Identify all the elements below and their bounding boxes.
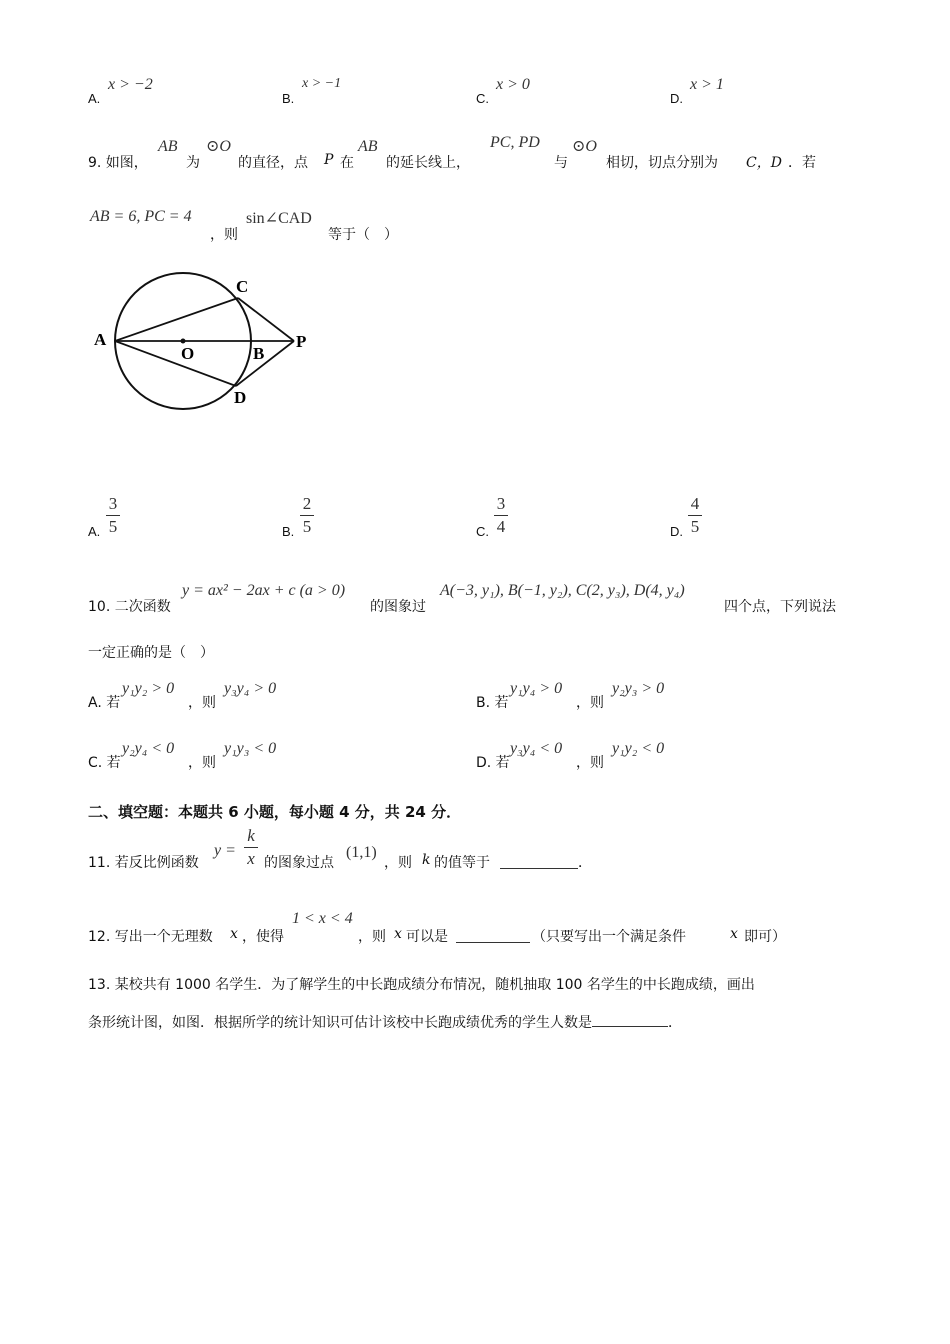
denominator: 5 (108, 517, 118, 536)
q9-option-c (476, 494, 576, 544)
option-expression: x > 0 (496, 76, 530, 93)
q10-option-b (476, 680, 836, 716)
option-expression: x > 1 (690, 76, 724, 93)
label-a: A (94, 330, 107, 349)
math-point: (1,1) (346, 844, 377, 861)
text: 四个点，下列说法 (724, 599, 836, 615)
option-label: D. (670, 91, 683, 106)
label-o: O (181, 344, 195, 363)
math-k: k (422, 852, 431, 868)
text: （只要写出一个满足条件 (532, 929, 686, 945)
math-p: P (324, 152, 334, 168)
option-label: A. (88, 524, 101, 539)
q13-line1: 13. 某校共有 1000 名学生．为了解学生的中长跑成绩分布情况，随机抽取 100 名学生的中长跑成绩，画出 (88, 977, 755, 993)
math-result: y₂y₃ > 0 (612, 680, 665, 697)
math-x: x (230, 926, 238, 942)
label-p: P (296, 332, 307, 351)
fraction (688, 494, 702, 537)
q9-stem-line2 (88, 208, 588, 244)
math-given: AB = 6, PC = 4 (90, 208, 192, 225)
fraction (300, 494, 314, 537)
option-expression: x > −2 (108, 76, 153, 93)
text: ，则 (188, 695, 216, 711)
denominator: x (247, 849, 255, 868)
answer-blank[interactable] (456, 928, 530, 943)
text: 在 (340, 155, 354, 171)
q9-option-d (670, 494, 770, 544)
option-label: D. (670, 524, 683, 539)
numerator: 3 (108, 494, 118, 513)
text: ，则 (576, 755, 604, 771)
q10-option-c (88, 740, 448, 776)
center-point (181, 339, 186, 344)
math-condition: y₃y₄ < 0 (510, 740, 563, 757)
text: ． (668, 1015, 682, 1031)
math-pc-pd: PC, PD (490, 134, 540, 151)
numerator: k (247, 826, 255, 845)
math-result: y₁y₃ < 0 (224, 740, 277, 757)
math-ab: AB (358, 138, 378, 155)
fraction (494, 494, 508, 537)
text: 为 (186, 155, 200, 171)
option-label: A. (88, 91, 101, 106)
math-result: y₁y₂ < 0 (612, 740, 665, 757)
text: 可以是 (406, 929, 448, 945)
option-label: B. (282, 524, 295, 539)
option-label: C. (476, 91, 489, 106)
answer-blank[interactable] (592, 1012, 668, 1027)
question-text: 11. 若反比例函数 (88, 855, 199, 871)
math-condition: y₂y₄ < 0 (122, 740, 175, 757)
denominator: 5 (690, 517, 700, 536)
denominator: 4 (496, 517, 506, 536)
option-label: A. 若 (88, 695, 121, 711)
math-circle-o: ⊙O (572, 138, 597, 155)
label-b: B (253, 344, 265, 363)
label-d: D (234, 388, 247, 407)
q9-stem-line1 (88, 134, 868, 174)
option-label: B. 若 (476, 695, 509, 711)
q8-option-c (476, 76, 636, 106)
text: ，则 (210, 227, 238, 243)
section-heading: 二、填空题：本题共 6 小题，每小题 4 分，共 24 分． (88, 803, 462, 821)
q8-option-b (282, 76, 442, 106)
q10-option-d (476, 740, 836, 776)
fraction-k-over-x (244, 826, 258, 869)
math-points: A(−3, y₁), B(−1, y₂), C(2, y₃), D(4, y₄) (440, 582, 685, 599)
question-number: 9. 如图， (88, 155, 148, 171)
math-y-equals: y = (214, 842, 236, 859)
math-sin-cad: sin∠CAD (246, 210, 312, 227)
text: 条形统计图，如图．根据所学的统计知识可估计该校中长跑成绩优秀的学生人数是 (88, 1015, 592, 1031)
q8-option-a (88, 76, 248, 106)
text: ，则 (384, 855, 412, 871)
text: ． (578, 855, 592, 871)
text: ，则 (188, 755, 216, 771)
segment-dp (236, 341, 294, 386)
q9-geometry-figure (88, 268, 328, 418)
math-ab: AB (158, 138, 178, 155)
text: 即可） (744, 929, 786, 945)
math-result: y₃y₄ > 0 (224, 680, 277, 697)
text: 的直径，点 (238, 155, 308, 171)
text: 等于（ ） (328, 227, 398, 243)
math-c-d: C，D (746, 155, 782, 171)
text: 的值等于 (434, 855, 490, 871)
text: ，使得 (242, 929, 284, 945)
numerator: 3 (496, 494, 506, 513)
q8-option-d (670, 76, 830, 106)
q9-option-b (282, 494, 382, 544)
q10-option-a (88, 680, 448, 716)
text: 相切，切点分别为 (606, 155, 718, 171)
numerator: 4 (690, 494, 700, 513)
math-condition: y₁y₂ > 0 (122, 680, 175, 697)
text: 的图象过 (370, 599, 426, 615)
label-c: C (236, 277, 249, 296)
text: ，则 (576, 695, 604, 711)
denominator: 5 (302, 517, 312, 536)
text: ，则 (358, 929, 386, 945)
numerator: 2 (302, 494, 312, 513)
q10-stem-line2: 一定正确的是（ ） (88, 645, 214, 661)
segment-ad (115, 341, 236, 386)
segment-ac (115, 298, 238, 341)
q13-line2 (88, 1012, 788, 1036)
fraction (106, 494, 120, 537)
text: ．若 (788, 155, 816, 171)
option-label: C. 若 (88, 755, 121, 771)
q10-stem-line1 (88, 582, 868, 618)
option-label: D. 若 (476, 755, 510, 771)
question-text: 12. 写出一个无理数 (88, 929, 213, 945)
segment-cp (238, 298, 294, 341)
text: 的图象过点 (264, 855, 334, 871)
q11 (88, 826, 688, 876)
text: 的延长线上， (386, 155, 470, 171)
option-label: C. (476, 524, 489, 539)
math-x: x (394, 926, 402, 942)
answer-blank[interactable] (500, 854, 578, 869)
option-expression: x > −1 (302, 76, 342, 91)
math-circle-o: ⊙O (206, 138, 231, 155)
math-condition: y₁y₄ > 0 (510, 680, 563, 697)
math-inequality: 1 < x < 4 (292, 910, 353, 927)
math-x: x (730, 926, 738, 942)
q9-option-a (88, 494, 188, 544)
question-number: 10. 二次函数 (88, 599, 171, 615)
q12 (88, 906, 868, 946)
option-label: B. (282, 91, 295, 106)
math-function: y = ax² − 2ax + c (a > 0) (182, 582, 346, 599)
text: 与 (554, 155, 568, 171)
